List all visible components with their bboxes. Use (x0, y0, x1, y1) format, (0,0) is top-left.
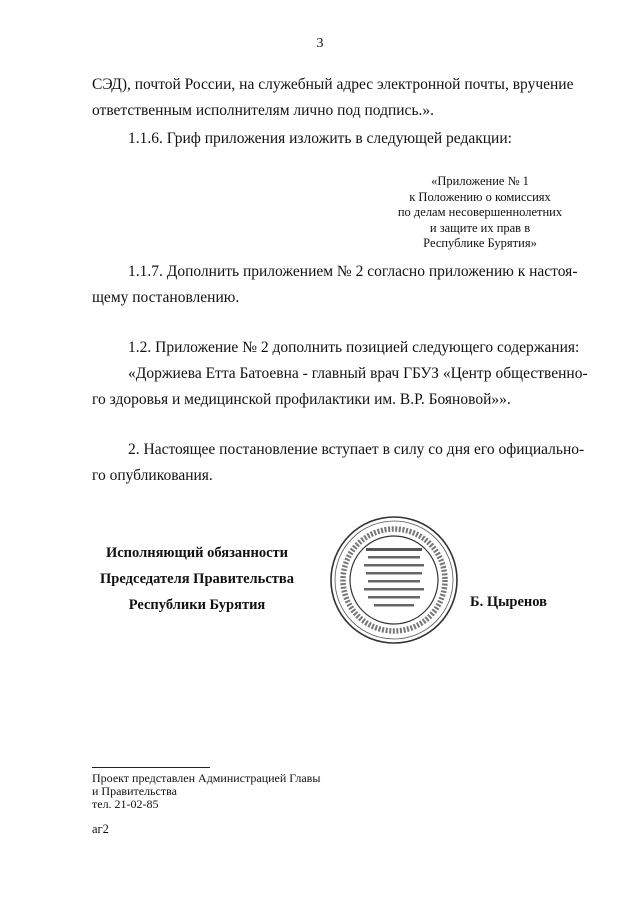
annex-line-1: «Приложение № 1 (431, 174, 529, 188)
footnote (92, 772, 320, 811)
document-code: аг2 (92, 822, 109, 836)
signatory-title-line-3: Республики Бурятия (128, 597, 266, 613)
quote-line-2: го здоровья и медицинской профилактики им. В.Р. Бояновой»». (92, 391, 511, 408)
paragraph-1-1-6: 1.1.6. Гриф приложения изложить в следующей редакции: (128, 130, 512, 147)
paragraph-1-1-7-line-2: щему постановлению. (92, 289, 240, 306)
footnote-line-1: Проект представлен Администрацией Главы (92, 771, 321, 785)
quote-line-1: «Доржиева Етта Батоевна - главный врач ГБУЗ «Центр общественно- (128, 365, 588, 382)
footnote-line-2: и Правительства (92, 784, 177, 798)
annex-line-3: по делам несовершеннолетних (397, 205, 563, 219)
annex-line-5: Республике Бурятия» (423, 236, 537, 250)
signatory-name: Б. Цыренов (470, 594, 548, 610)
paragraph-continuation-line-1: СЭД), почтой России, на служебный адрес электронной почты, вручение (92, 76, 574, 93)
paragraph-2-line-1: 2. Настоящее постановление вступает в силу со дня его официально- (128, 441, 585, 458)
paragraph-1-2: 1.2. Приложение № 2 дополнить позицией следующего содержания: (128, 339, 580, 356)
paragraph-continuation-line-2: ответственным исполнителям лично под подпись.». (92, 102, 435, 119)
official-seal-icon (328, 514, 460, 646)
annex-line-2: к Положению о комиссиях (409, 189, 551, 204)
annex-line-4: и защите их прав в (429, 220, 531, 235)
page-number: 3 (316, 36, 324, 51)
footnote-divider (92, 767, 210, 768)
footnote-line-3: тел. 21-02-85 (92, 797, 159, 811)
signatory-title-line-2: Председателя Правительства (100, 571, 294, 587)
paragraph-2-line-2: го опубликования. (92, 467, 213, 484)
paragraph-1-1-7-line-1: 1.1.7. Дополнить приложением № 2 согласно приложению к настоя- (128, 263, 578, 280)
annex-stamp-text (390, 174, 570, 252)
signatory-title-line-1: Исполняющий обязанности (105, 545, 289, 561)
